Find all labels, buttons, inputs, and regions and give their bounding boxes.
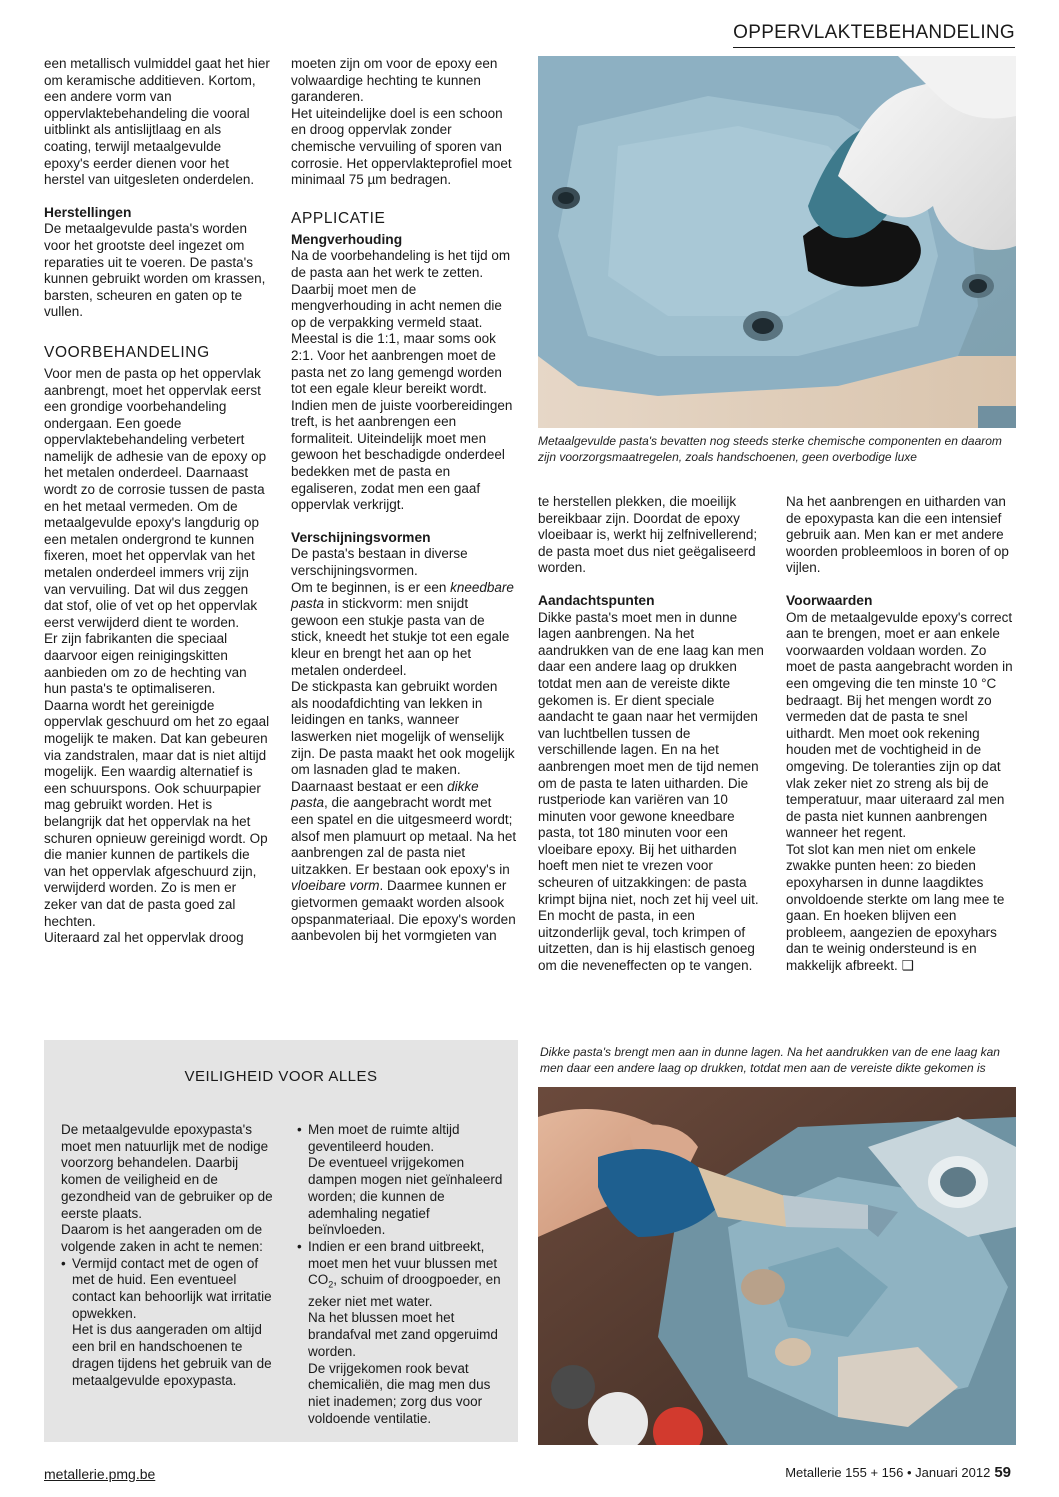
text-column-2 <box>291 56 517 945</box>
paragraph: Tot slot kan men niet om enkele zwakke punten heen: zo bieden epoxyharsen in dunne laagdiktes onvoldoende sterkte om lang mee te gaan. En hoeken blijven een probleem, aangezien de epoxyhars dan te weinig ondersteund is en makkelijk afbreekt. ❑ <box>786 841 1005 974</box>
paragraph: Na het aanbrengen en uitharden van de epoxypasta kan die een intensief gebruik aan. Men kan er met andere woorden probleemloos in boren of op vijlen. <box>786 494 1009 576</box>
paragraph: Daarna wordt het gereinigde oppervlak geschuurd om het zo egaal mogelijk te maken. Dat kan gebeuren via zandstralen, maar dat is niet altijd mogelijk. Een waardig alternatief is een schuurspons. Ook schuurpapier mag gebruikt worden. Het is belangrijk dat het oppervlak na het schuren opnieuw gereinigd wordt. Op die manier kunnen de partikels die van het oppervlak afgeschuurd zijn, verwijderd worden. Zo is men er zeker van dat de pasta goed zal hechten. <box>44 697 270 929</box>
paragraph: Om de metaalgevulde epoxy's correct aan te brengen, moet er aan enkele voorwaarden voldaan worden. Zo moet de pasta aangebracht worden in een omgeving die ten minste 10 °C bedraagt. Bij het mengen wordt zo vermeden dat de pasta te snel uithardt. Men moet ook rekening houden met de vochtigheid in de omgeving. De toleranties zijn op dat vlak zeker niet zo streng als bij de temperatuur, maar uiteraard zal men de pasta niet kunnen aanbrengen wanneer het regent. <box>786 609 1013 841</box>
section-title: OPPERVLAKTEBEHANDELING <box>733 22 1015 48</box>
heading-applicatie: APPLICATIE <box>291 209 386 227</box>
footer-website-link[interactable]: metallerie.pmg.be <box>44 1466 156 1482</box>
photo-gloved-hand-paste <box>538 56 1016 428</box>
photo-spatula-application <box>538 1087 1016 1445</box>
issue-label: Metallerie 155 + 156 • Januari 2012 <box>785 1465 991 1480</box>
sidebar-column-left <box>61 1122 273 1389</box>
subheading-voorwaarden: Voorwaarden <box>786 592 873 608</box>
sidebar-column-right <box>297 1122 507 1427</box>
paragraph: Na de voorbehandeling is het tijd om de pasta aan het werk te zetten. Daarbij moet men de mengverhouding in acht nemen die op de verpakking vermeld staat. Meestal is die 1:1, maar soms ook 2:1. Voor het aanbrengen moet de pasta net zo lang gemengd worden tot een egale kleur bereikt wordt. <box>291 248 511 397</box>
paragraph: Er zijn fabrikanten die speciaal daarvoor eigen reinigingskitten aanbieden om zo de hechting van hun pasta's te optimaliseren. <box>44 631 247 697</box>
paragraph: Uiteraard zal het oppervlak droog <box>44 930 244 946</box>
subheading-mengverhouding: Mengverhouding <box>291 231 403 247</box>
heading-voorbehandeling: VOORBEHANDELING <box>44 343 210 361</box>
subheading-herstellingen: Herstellingen <box>44 204 132 220</box>
paragraph: moeten zijn om voor de epoxy een volwaardige hechting te kunnen garanderen. <box>291 56 498 105</box>
footer-issue-info <box>785 1464 1011 1481</box>
paragraph: Indien men de juiste voorbereidingen treft, is het aanbrengen een formaliteit. Uiteindelijk moet men gewoon het beschadigde onderdeel bedekken met de pasta en egaliseren, zodat men een gaaf oppervlak verkrijgt. <box>291 397 513 513</box>
subheading-verschijningsvormen: Verschijningsvormen <box>291 529 431 545</box>
paragraph: Het uiteindelijke doel is een schoon en droog oppervlak zonder chemische vervuiling of sporen van corrosie. Het oppervlakteprofiel moet minimaal 75 µm bedragen. <box>291 105 512 188</box>
paragraph: De vrijgekomen rook bevat chemicaliën, die mag men dus niet inademen; zorg dus voor voldoende ventilatie. <box>308 1360 491 1426</box>
text-column-3 <box>538 494 764 975</box>
paragraph: Om te beginnen, is er een kneedbare pasta in stickvorm: men snijdt gewoon een stukje pasta van de stick, kneedt het stukje tot een egale kleur en brengt het aan op het metalen onderdeel. <box>291 579 514 678</box>
paragraph: Voor men de pasta op het oppervlak aanbrengt, moet het oppervlak eerst een grondige voorbehandeling ondergaan. Een goede oppervlaktebehandeling verbetert namelijk de adhesie van de epoxy op het metalen onderdeel. Daarnaast wordt zo de corrosie tussen de pasta en het metaal vermeden. Om de metaalgevulde epoxy's langdurig op een metalen ondergrond te kunnen fixeren, moet het oppervlak van het metalen onderdeel immers vrij zijn van vervuiling. Dat wil dus zeggen dat stof, olie of vet op het oppervlak eerst verwijderd dient te worden. <box>44 365 267 630</box>
paragraph: De metaalgevulde epoxypasta's moet men natuurlijk met de nodige voorzorg behandelen. Daarbij komen de veiligheid en de gezondheid van de gebruiker op de eerste plaats. <box>61 1122 273 1221</box>
paragraph: Het is dus aangeraden om altijd een bril en handschoenen te dragen tijdens het gebruik van de metaalgevulde epoxypasta. <box>72 1322 272 1388</box>
paragraph: De stickpasta kan gebruikt worden als noodafdichting van lekken in leidingen en tanks, wanneer laswerken niet mogelijk of wenselijk zijn. De pasta maakt het ook mogelijk om lasnaden glad te maken. Daarnaast bestaat er een dikke pasta, die aangebracht wordt met een spatel en die uitgesmeerd wordt; alsof men plamuurt op metaal. Na het aanbrengen zal de pasta niet uitzakken. Er bestaan ook epoxy's in vloeibare vorm. Daarmee kunnen er gietvormen gemaakt worden alsook opspanmateriaal. Die epoxy's worden aanbevolen bij het vormgieten van <box>291 679 517 944</box>
paragraph: De pasta's bestaan in diverse verschijningsvormen. <box>291 546 468 579</box>
bullet-item: • Vermijd contact met de ogen of met de huid. Een eventueel contact kan behoorlijk wat irritatie opwekken. <box>61 1256 273 1323</box>
bullet-item: • Indien er een brand uitbreekt, moet men het vuur blussen met $CO_2$, schuim of droogpoeder, en zeker niet met water. <box>297 1239 507 1311</box>
text-column-1 <box>44 56 270 947</box>
paragraph: De eventueel vrijgekomen dampen mogen niet geïnhaleerd worden; die kunnen de ademhaling negatief beïnvloeden. <box>308 1155 503 1238</box>
bullet-item: • Men moet de ruimte altijd geventileerd houden. <box>297 1122 507 1155</box>
end-mark-icon: ❑ <box>901 958 914 974</box>
paragraph: Na het blussen moet het brandafval met zand opgeruimd worden. <box>308 1310 498 1359</box>
paragraph: De metaalgevulde pasta's worden voor het grootste deel ingezet om reparaties uit te voeren. De pasta's kunnen gebruikt worden om krassen, barsten, scheuren en gaten op te vullen. <box>44 221 266 320</box>
caption-photo-2: Dikke pasta's brengt men aan in dunne lagen. Na het aandrukken van de ene laag kan men daar een andere laag op drukken, totdat men aan de vereiste dikte gekomen is <box>540 1045 1000 1075</box>
paragraph: Dikke pasta's moet men in dunne lagen aanbrengen. Na het aandrukken van de ene laag kan men daar een andere laag op drukken totdat men aan de vereiste dikte gekomen is. Er dient speciale aandacht te gaan naar het vermijden van luchtbellen tussen de verschillende lagen. En na het aanbrengen moet men de tijd nemen om de pasta te laten uitharden. Die rustperiode kan variëren van 10 minuten voor gewone kneedbare pasta, tot 180 minuten voor een vloeibare epoxy. Bij het uitharden hoeft men niet te vrezen voor scheuren of uitzakkingen: de pasta krimpt bijna niet, noch zet hij veel uit. En mocht de pasta, in een uitzonderlijk geval, toch krimpen of uitzetten, dan is hij elastisch genoeg om die neveneffecten op te vangen. <box>538 609 764 974</box>
paragraph: een metallisch vulmiddel gaat het hier om keramische additieven. Kortom, een andere vorm van oppervlaktebehandeling die vooral uitblinkt als antislijtlaag en als coating, terwijl metaalgevulde epoxy's eerder dienen voor het herstel van uitgesleten onderdelen. <box>44 56 270 188</box>
caption-photo-1: Metaalgevulde pasta's bevatten nog steeds sterke chemische componenten en daarom zijn voorzorgsmaatregelen, zoals handschoenen, geen overbodige luxe <box>538 434 1002 464</box>
sidebar-title: VEILIGHEID VOOR ALLES <box>184 1068 378 1085</box>
subheading-aandachtspunten: Aandachtspunten <box>538 592 655 608</box>
text-column-4 <box>786 494 1016 975</box>
page-number: 59 <box>994 1464 1011 1481</box>
paragraph: Daarom is het aangeraden om de volgende zaken in acht te nemen: <box>61 1222 263 1254</box>
paragraph: te herstellen plekken, die moeilijk bereikbaar zijn. Doordat de epoxy vloeibaar is, werkt hij zelfnivellerend; de pasta moet dus niet geëgaliseerd worden. <box>538 494 758 576</box>
safety-sidebar <box>44 1040 518 1442</box>
